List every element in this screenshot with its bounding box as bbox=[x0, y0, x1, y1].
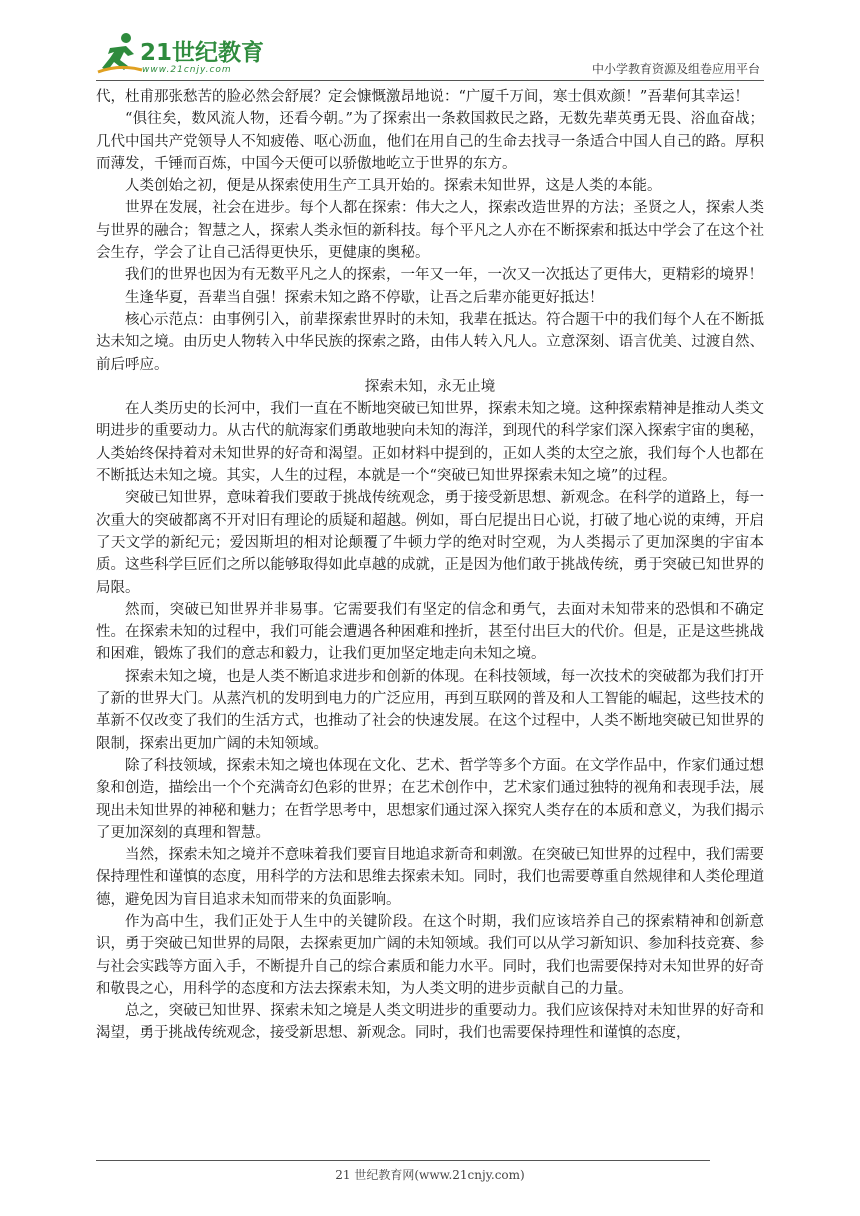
paragraph: 除了科技领域，探索未知之境也体现在文化、艺术、哲学等多个方面。在文学作品中，作家们通过想象和创造，描绘出一个个充满奇幻色彩的世界；在艺术创作中，艺术家们通过独特的视角和表现手法，展现出未知世界的神秘和魅力；在哲学思考中，思想家们通过深入探究人类存在的本质和意义，为我们揭示了更加深刻的真理和智慧。 bbox=[96, 757, 764, 841]
paragraph: 探索未知之境，也是人类不断追求进步和创新的体现。在科技领域，每一次技术的突破都为我们打开了新的世界大门。从蒸汽机的发明到电力的广泛应用，再到互联网的普及和人工智能的崛起，这些技术的革新不仅改变了我们的生活方式，也推动了社会的快速发展。在这个过程中，人类不断地突破已知世界的限制，探索出更加广阔的未知领域。 bbox=[96, 668, 764, 752]
paragraph: 世界在发展，社会在进步。每个人都在探索：伟大之人，探索改造世界的方法；圣贤之人，探索人类与世界的融合；智慧之人，探索人类永恒的新科技。每个平凡之人亦在不断探索和抵达中学会了在这个社会生存，学会了让自己活得更快乐，更健康的奥秘。 bbox=[96, 200, 764, 262]
footer-text[interactable]: 21 世纪教育网(www.21cnjy.com) bbox=[335, 1168, 525, 1182]
site-logo[interactable] bbox=[96, 30, 266, 80]
paragraph: 核心示范点：由事例引入，前辈探索世界时的未知，我辈在抵达。符合题干中的我们每个人在不断抵达未知之境。由历史人物转入中华民族的探索之路，由伟人转入凡人。立意深刻、语言优美、过渡自然、前后呼应。 bbox=[96, 311, 764, 373]
paragraph: “俱往矣，数风流人物，还看今朝。”为了探索出一条救国救民之路，无数先辈英勇无畏、浴血奋战；几代中国共产党领导人不知疲倦、呕心沥血，他们在用自己的生命去找寻一条适合中国人自己的路。厚积而薄发，千锤而百炼，中国今天便可以骄傲地屹立于世界的东方。 bbox=[96, 111, 764, 172]
footer-divider bbox=[96, 1160, 710, 1161]
paragraph: 当然，探索未知之境并不意味着我们要盲目地追求新奇和刺激。在突破已知世界的过程中，我们需要保持理性和谨慎的态度，用科学的方法和思维去探索未知。同时，我们也需要尊重自然规律和人类伦理道德，避免因为盲目追求未知而带来的负面影响。 bbox=[96, 847, 764, 908]
header-divider bbox=[96, 80, 764, 81]
paragraph: 作为高中生，我们正处于人生中的关键阶段。在这个时期，我们应该培养自己的探索精神和创新意识，勇于突破已知世界的局限，去探索更加广阔的未知领域。我们可以从学习新知识、参加科技竞赛、参与社会实践等方面入手，不断提升自己的综合素质和能力水平。同时，我们也需要保持对未知世界的好奇和敬畏之心，用科学的态度和方法去探索未知，为人类文明的进步贡献自己的力量。 bbox=[96, 913, 764, 997]
essay-title: 探索未知，永无止境 bbox=[364, 378, 496, 395]
paragraph: 突破已知世界，意味着我们要敢于挑战传统观念，勇于接受新思想、新观念。在科学的道路上，每一次重大的突破都离不开对旧有理论的质疑和超越。例如，哥白尼提出日心说，打破了地心说的束缚，开启了天文学的新纪元；爱因斯坦的相对论颠覆了牛顿力学的绝对时空观，为人类揭示了更加深奥的宇宙本质。这些科学巨匠们之所以能够取得如此卓越的成就，正是因为他们敢于挑战传统，勇于突破已知世界的局限。 bbox=[96, 490, 764, 596]
paragraph: 代，杜甫那张愁苦的脸必然会舒展？定会慷慨激昂地说：“广厦千万间，寒士俱欢颜！”吾辈何其幸运！ bbox=[96, 89, 749, 105]
logo-url: www.21cnjy.com bbox=[142, 65, 232, 75]
platform-name: 中小学教育资源及组卷应用平台 bbox=[591, 62, 760, 76]
page-header bbox=[0, 0, 860, 80]
paragraph: 在人类历史的长河中，我们一直在不断地突破已知世界，探索未知之境。这种探索精神是推动人类文明进步的重要动力。从古代的航海家们勇敢地驶向未知的海洋，到现代的科学家们深入探索宇宙的奥秘，人类始终保持着对未知世界的好奇和渴望。正如材料中提到的，正如人类的太空之旅，我们每个人也都在不断抵达未知之境。其实，人生的过程，本就是一个“突破已知世界探索未知之境”的过程。 bbox=[96, 401, 764, 485]
paragraph: 人类创始之初，便是从探索使用生产工具开始的。探索未知世界，这是人类的本能。 bbox=[125, 178, 662, 195]
paragraph: 生逢华夏，吾辈当自强！探索未知之路不停歇，让吾之后辈亦能更好抵达！ bbox=[125, 289, 604, 306]
paragraph: 然而，突破已知世界并非易事。它需要我们有坚定的信念和勇气，去面对未知带来的恐惧和不确定性。在探索未知的过程中，我们可能会遭遇各种困难和挫折，甚至付出巨大的代价。但是，正是这些挑战和困难，锻炼了我们的意志和毅力，让我们更加坚定地走向未知之境。 bbox=[96, 601, 764, 663]
document-body bbox=[96, 86, 764, 1045]
logo-title: 21世纪教育 bbox=[140, 40, 265, 66]
paragraph: 我们的世界也因为有无数平凡之人的探索，一年又一年，一次又一次抵达了更伟大，更精彩的境界！ bbox=[125, 267, 763, 284]
paragraph: 总之，突破已知世界、探索未知之境是人类文明进步的重要动力。我们应该保持对未知世界的好奇和渴望，勇于挑战传统观念，接受新思想、新观念。同时，我们也需要保持理性和谨慎的态度， bbox=[96, 1003, 764, 1042]
runner-logo-icon bbox=[96, 30, 144, 76]
